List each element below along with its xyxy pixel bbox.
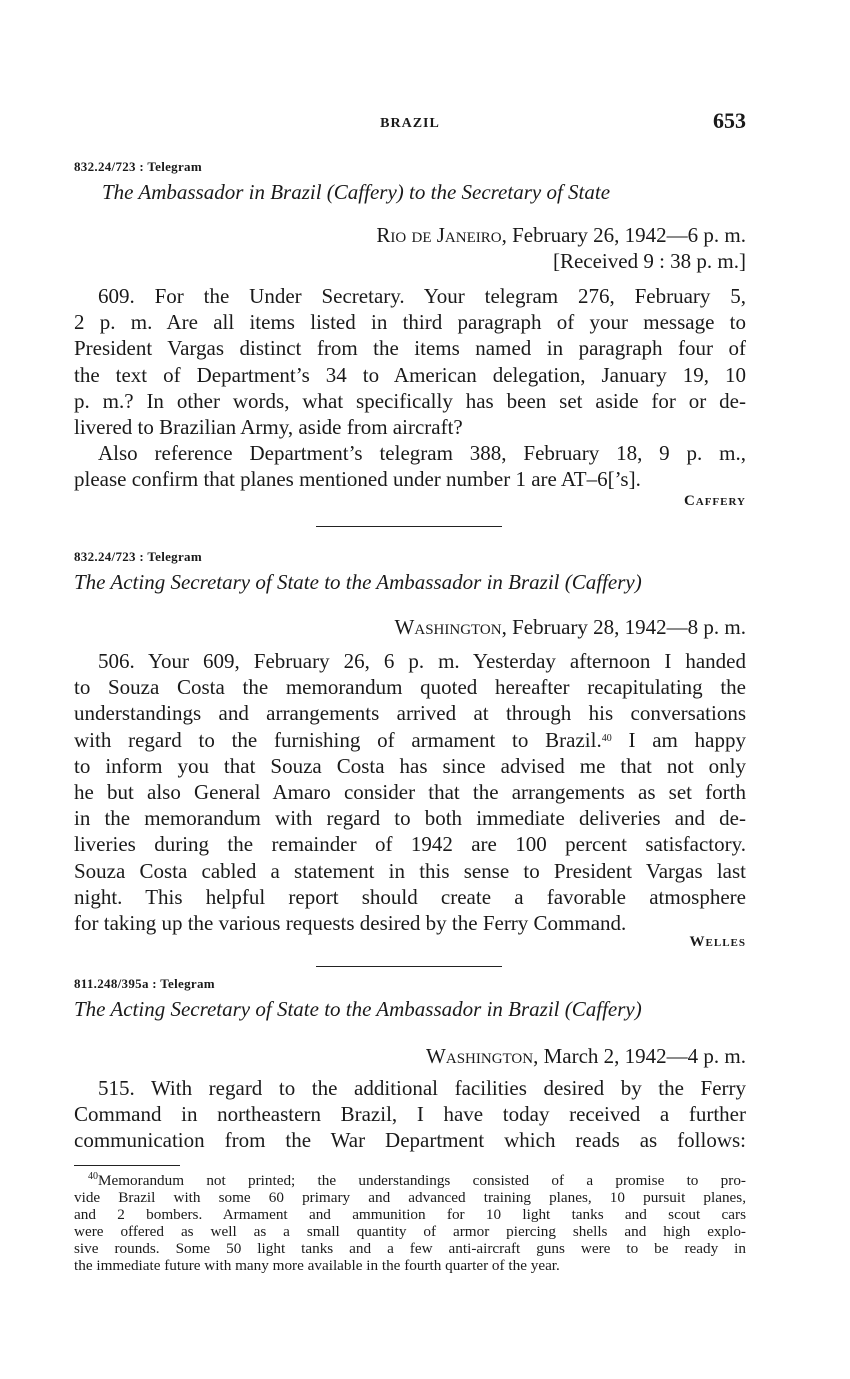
dateline-date: , February 26, 1942—6 p. m. [501, 223, 746, 247]
text-line: President Vargas distinct from the items named in paragraph four of [74, 336, 746, 361]
text-line: Souza Costa cabled a statement in this sense to President Vargas last [74, 858, 746, 883]
text-segment: with regard to the furnishing of armament to Brazil. [74, 727, 602, 752]
signature: Caffery [683, 493, 746, 509]
text-line: in the memorandum with regard to both immediate deliveries and de- [74, 806, 746, 831]
paragraph [74, 283, 746, 440]
footnote-text: Memorandum not printed; the understandings consisted of a promise to pro- [98, 1172, 746, 1189]
page-number: 653 [713, 108, 746, 133]
text-line: 506. Your 609, February 26, 6 p. m. Yesterday afternoon I handed [98, 649, 746, 673]
dateline [395, 615, 746, 640]
dateline-place: Rio de Janeiro [376, 223, 502, 247]
text-segment: I am happy [611, 727, 746, 752]
footnote-mark: 40 [88, 1171, 98, 1182]
footnote [74, 1172, 746, 1274]
running-head-title: BRAZIL [380, 116, 440, 131]
paragraph [74, 440, 746, 492]
text-line: to inform you that Souza Costa has since advised me that not only [74, 753, 746, 778]
footnote-line: sive rounds. Some 50 light tanks and a few anti-aircraft guns were to be ready in [74, 1240, 746, 1257]
footnote-line [74, 1172, 746, 1189]
text-line: Command in northeastern Brazil, I have today received a further [74, 1102, 746, 1127]
footnote-line: the immediate future with many more available in the fourth quarter of the year. [74, 1257, 560, 1274]
text-line: p. m.? In other words, what specifically has been set aside for or de- [74, 388, 746, 413]
file-number: 832.24/723 : Telegram [74, 549, 202, 564]
text-line [74, 727, 746, 753]
footnote-reference[interactable]: 40 [601, 732, 612, 744]
running-head [74, 108, 746, 138]
text-line: communication from the War Department which reads as follows: [74, 1128, 746, 1153]
section-divider [316, 966, 502, 967]
text-line: 515. With regard to the additional facilities desired by the Ferry [98, 1076, 746, 1100]
text-line: for taking up the various requests desired by the Ferry Command. [74, 911, 627, 936]
document-heading: The Ambassador in Brazil (Caffery) to the Secretary of State [102, 180, 611, 204]
signature: Welles [689, 934, 746, 950]
text-line: understandings and arrangements arrived at through his conversations [74, 701, 746, 726]
document-heading: The Acting Secretary of State to the Ambassador in Brazil (Caffery) [74, 570, 642, 594]
dateline-date: , March 2, 1942—4 p. m. [533, 1044, 746, 1068]
text-line: 2 p. m. Are all items listed in third paragraph of your message to [74, 310, 746, 335]
dateline-date: , February 28, 1942—8 p. m. [501, 615, 746, 639]
footnote-line: and 2 bombers. Armament and ammunition for 10 light tanks and scout cars [74, 1206, 746, 1223]
paragraph [74, 1075, 746, 1154]
text-line: he but also General Amaro consider that the arrangements as set forth [74, 780, 746, 805]
text-line: Also reference Department’s telegram 388, February 18, 9 p. m., [98, 441, 746, 465]
dateline-place: Washington [426, 1044, 534, 1068]
text-line: liveries during the remainder of 1942 are 100 percent satisfactory. [74, 832, 746, 857]
paragraph [74, 648, 746, 936]
received-line: [Received 9 : 38 p. m.] [552, 249, 746, 273]
text-line: the text of Department’s 34 to American delegation, January 19, 10 [74, 362, 746, 387]
section-divider [316, 526, 502, 527]
dateline-place: Washington [394, 615, 502, 639]
dateline [426, 1044, 746, 1069]
text-line: livered to Brazilian Army, aside from aircraft? [74, 415, 463, 440]
document-heading: The Acting Secretary of State to the Ambassador in Brazil (Caffery) [74, 997, 642, 1021]
file-number: 811.248/395a : Telegram [74, 976, 215, 991]
text-line: night. This helpful report should create a favorable atmosphere [74, 884, 746, 909]
text-line: 609. For the Under Secretary. Your telegram 276, February 5, [98, 284, 746, 308]
text-line: to Souza Costa the memorandum quoted hereafter recapitulating the [74, 675, 746, 700]
footnote-line: vide Brazil with some 60 primary and advanced training planes, 10 pursuit planes, [74, 1189, 746, 1206]
text-line: please confirm that planes mentioned under number 1 are AT–6[’s]. [74, 467, 641, 492]
dateline [376, 223, 746, 248]
footnote-line: were offered as well as a small quantity of armor piercing shells and high explo- [74, 1223, 746, 1240]
file-number: 832.24/723 : Telegram [74, 159, 202, 174]
footnote-divider [74, 1165, 180, 1166]
